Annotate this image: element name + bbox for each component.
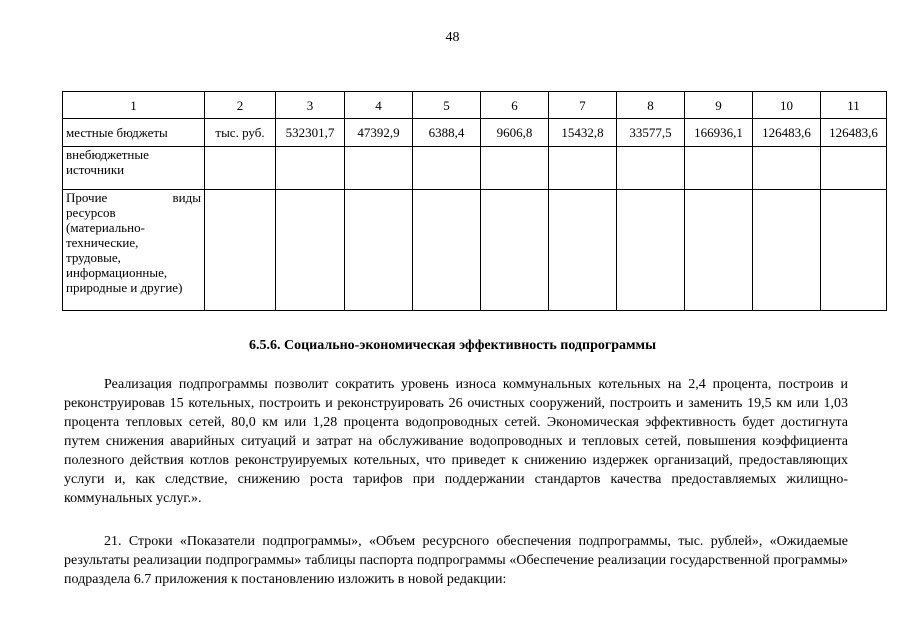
table-cell	[549, 147, 617, 190]
table-cell: 126483,6	[821, 119, 887, 147]
header-cell: 4	[345, 92, 413, 119]
row-label-line: (материально-	[66, 220, 145, 235]
header-cell: 9	[685, 92, 753, 119]
table-cell	[753, 147, 821, 190]
table-row-local-budgets	[63, 119, 887, 147]
table-cell	[205, 190, 276, 311]
table-cell	[617, 147, 685, 190]
table-cell: 33577,5	[617, 119, 685, 147]
table-cell: тыс. руб.	[205, 119, 276, 147]
table-cell	[685, 147, 753, 190]
table-cell	[753, 190, 821, 311]
table-cell	[481, 147, 549, 190]
header-cell: 3	[276, 92, 345, 119]
row-label	[63, 190, 205, 311]
table-cell	[617, 190, 685, 311]
table-cell	[205, 147, 276, 190]
table-cell	[821, 147, 887, 190]
paragraph-efficiency: Реализация подпрограммы позволит сократить уровень износа коммунальных котельных на 2,4 процента, построив и реконструировав 15 котельных, построить и реконструировать 26 очистных сооружений, построить и заменить 19,5 км или 1,03 процента тепловых сетей, 80,0 км или 1,28 процента водопроводных сетей. Экономическая эффективность будет достигнута путем снижения аварийных ситуаций и затрат на обслуживание водопроводных и тепловых сетей, повышения коэффициента полезного действия котлов реконструируемых котельных, что приведет к снижению издержек организаций, предоставляющих услуги и, как следствие, снижению роста тарифов при поддержании стандартов качества предоставляемых жилищно-коммунальных услуг.».	[64, 377, 848, 506]
table-row-other-resources	[63, 190, 887, 311]
row-label-line: трудовые,	[66, 250, 121, 265]
header-cell: 6	[481, 92, 549, 119]
header-cell: 1	[63, 92, 205, 119]
table-cell	[345, 147, 413, 190]
header-cell: 2	[205, 92, 276, 119]
table-cell: 166936,1	[685, 119, 753, 147]
header-cell: 10	[753, 92, 821, 119]
row-label-word: виды	[172, 190, 201, 205]
table-cell	[413, 147, 481, 190]
table-row-extrabudgetary	[63, 147, 887, 190]
header-cell: 5	[413, 92, 481, 119]
table-cell: 15432,8	[549, 119, 617, 147]
table-cell	[413, 190, 481, 311]
header-cell: 7	[549, 92, 617, 119]
table-cell	[685, 190, 753, 311]
table-cell: 9606,8	[481, 119, 549, 147]
row-label-line: ресурсов	[66, 205, 116, 220]
table-cell	[345, 190, 413, 311]
header-cell: 11	[821, 92, 887, 119]
page-number: 48	[445, 30, 460, 45]
table-cell: 532301,7	[276, 119, 345, 147]
row-label-line: информационные,	[66, 265, 168, 280]
table-cell	[821, 190, 887, 311]
row-label-line: источники	[66, 162, 125, 177]
table-cell	[276, 147, 345, 190]
row-label: местные бюджеты	[63, 119, 205, 147]
table-cell: 126483,6	[753, 119, 821, 147]
paragraph-amendment: 21. Строки «Показатели подпрограммы», «Объем ресурсного обеспечения подпрограммы, тыс. рублей», «Ожидаемые результаты реализации подпрограммы» таблицы паспорта подпрограммы «Обеспечение реализации государственной программы» подраздела 6.7 приложения к постановлению изложить в новой редакции:	[64, 534, 848, 587]
row-label-word: Прочие	[66, 190, 108, 205]
table-header-row	[63, 92, 887, 119]
row-label-line: внебюджетные	[66, 147, 149, 162]
table-cell	[549, 190, 617, 311]
table-cell: 6388,4	[413, 119, 481, 147]
row-label-line	[66, 190, 201, 205]
row-label	[63, 147, 205, 190]
header-cell: 8	[617, 92, 685, 119]
row-label-line: технические,	[66, 235, 139, 250]
section-heading: 6.5.6. Социально-экономическая эффективность подпрограммы	[248, 338, 657, 353]
resource-table	[62, 91, 887, 311]
row-label-line: природные и другие)	[66, 280, 183, 295]
table-cell: 47392,9	[345, 119, 413, 147]
table-cell	[481, 190, 549, 311]
table-cell	[276, 190, 345, 311]
